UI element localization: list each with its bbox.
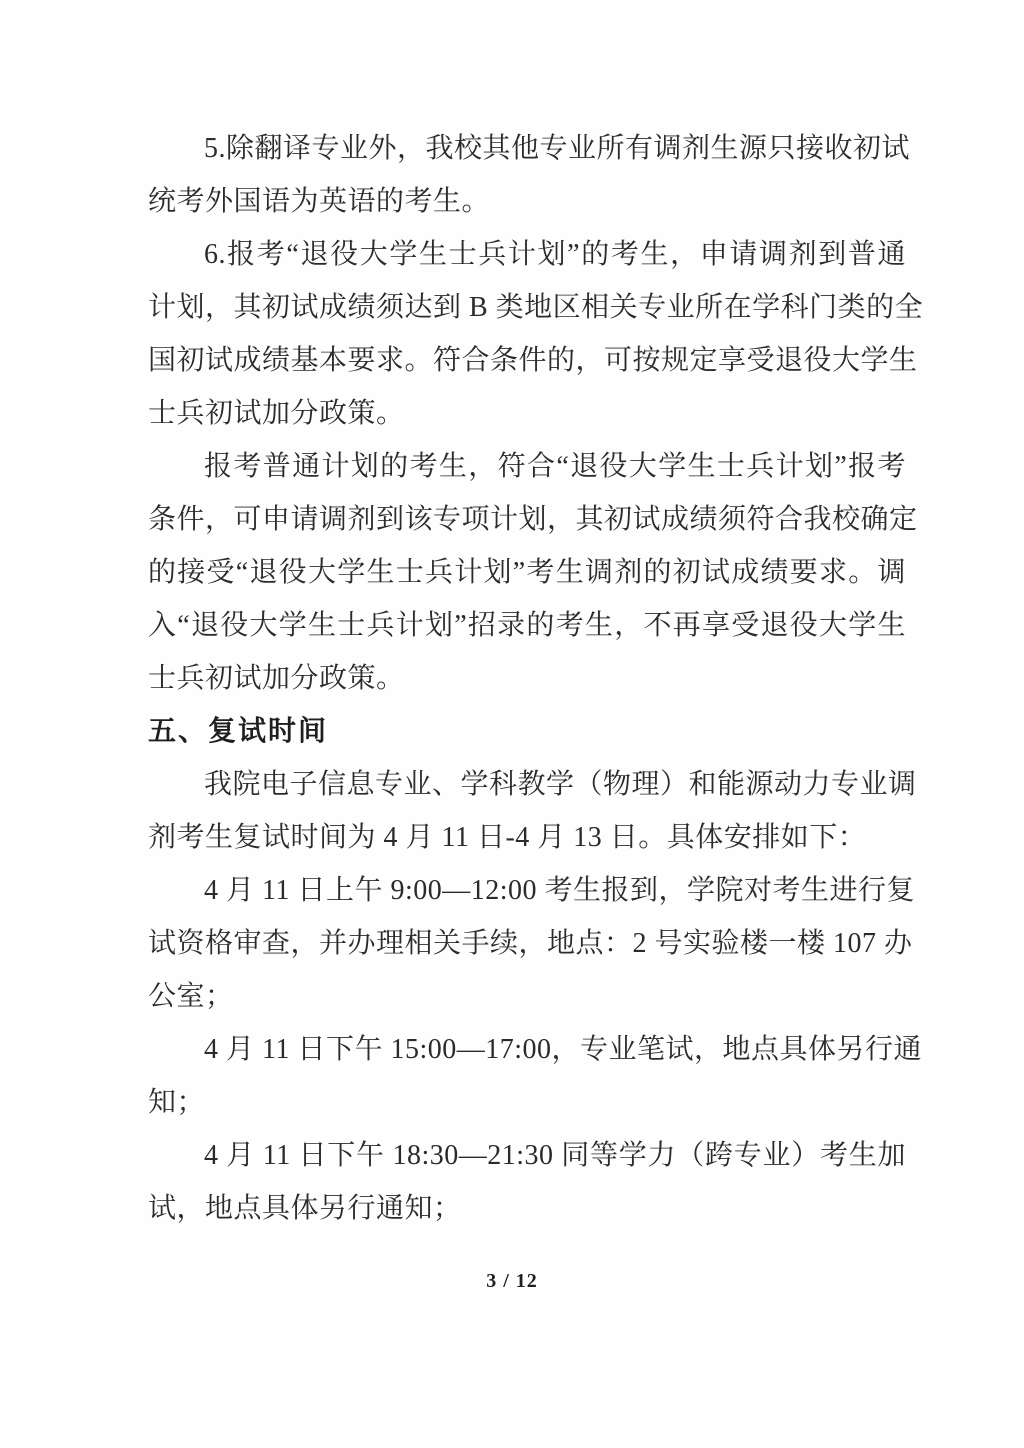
text-line: 剂考生复试时间为 4 月 11 日-4 月 13 日。具体安排如下： <box>148 822 867 853</box>
text-line: 公室； <box>148 981 234 1012</box>
text-line: 5.除翻译专业外，我校其他专业所有调剂生源只接收初试 <box>204 133 911 164</box>
text-line: 统考外国语为英语的考生。 <box>148 186 491 217</box>
text-line: 计划，其初试成绩须达到 B 类地区相关专业所在学科门类的全 <box>148 292 924 323</box>
text-line: 知； <box>148 1087 206 1118</box>
text-line: 我院电子信息专业、学科教学（物理）和能源动力专业调 <box>204 769 917 800</box>
text-line: 4 月 11 日下午 15:00—17:00，专业笔试，地点具体另行通 <box>204 1034 923 1065</box>
text-line: 入“退役大学生士兵计划”招录的考生，不再享受退役大学生 <box>148 610 906 641</box>
text-line: 士兵初试加分政策。 <box>148 398 405 429</box>
text-line: 试资格审查，并办理相关手续，地点：2 号实验楼一楼 107 办 <box>148 928 913 959</box>
text-line: 试，地点具体另行通知； <box>148 1193 462 1224</box>
page-number: 3 / 12 <box>486 1270 538 1292</box>
section-heading: 五、复试时间 <box>148 716 329 747</box>
text-line: 4 月 11 日上午 9:00—12:00 考生报到，学院对考生进行复 <box>204 875 916 906</box>
text-line: 6.报考“退役大学生士兵计划”的考生，申请调剂到普通 <box>204 239 906 270</box>
text-line: 士兵初试加分政策。 <box>148 663 405 694</box>
text-line: 报考普通计划的考生，符合“退役大学生士兵计划”报考 <box>204 451 906 482</box>
text-line: 国初试成绩基本要求。符合条件的，可按规定享受退役大学生 <box>148 345 918 376</box>
document-body <box>148 122 924 1235</box>
text-line: 的接受“退役大学生士兵计划”考生调剂的初试成绩要求。调 <box>148 557 906 588</box>
text-line: 条件，可申请调剂到该专项计划，其初试成绩须符合我校确定 <box>148 504 918 535</box>
text-line: 4 月 11 日下午 18:30—21:30 同等学力（跨专业）考生加 <box>204 1140 906 1171</box>
